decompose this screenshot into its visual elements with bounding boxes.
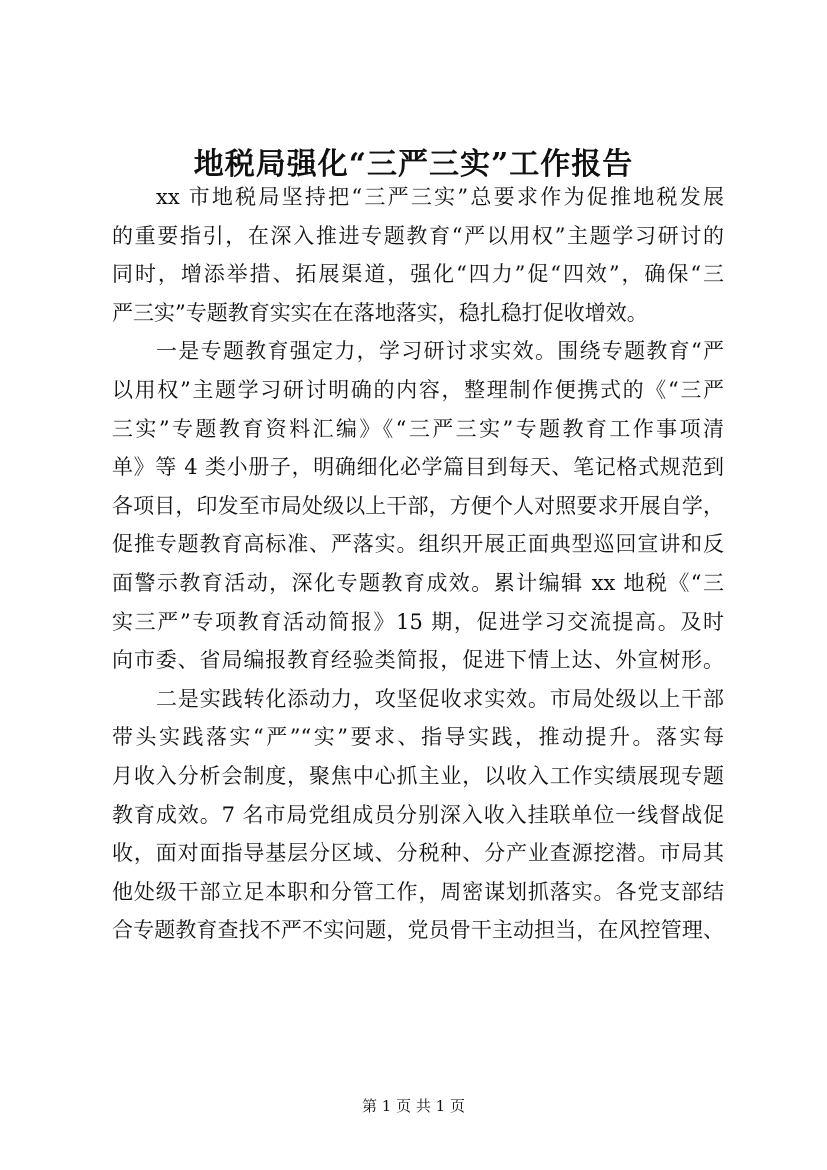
paragraph-3-line-7: 合专题教育查找不严不实问题，党员骨干主动担当，在风控管理、: [112, 918, 724, 943]
page-footer: 第 1 页 共 1 页: [362, 1097, 465, 1115]
paragraph-2-line-1: 一是专题教育强定力，学习研讨求实效。围绕专题教育“严: [156, 339, 724, 364]
document-body: [112, 178, 724, 950]
paragraph-3-line-2: 带头实践落实“严”“实”要求、指导实践，推动提升。落实每: [112, 725, 724, 750]
paragraph-2-line-6: 促推专题教育高标准、严落实。组织开展正面典型巡回宣讲和反: [112, 532, 724, 557]
paragraph-1-line-1: xx 市地税局坚持把“三严三实”总要求作为促推地税发展: [156, 185, 724, 209]
paragraph-3-line-3: 月收入分析会制度，聚焦中心抓主业，以收入工作实绩展现专题: [112, 763, 724, 788]
paragraph-3-line-4: 教育成效。7 名市局党组成员分别深入收入挂联单位一线督战促: [112, 802, 724, 827]
paragraph-2-line-8: 实三严”专项教育活动简报》15 期，促进学习交流提高。及时: [112, 609, 724, 634]
paragraph-3-line-6: 他处级干部立足本职和分管工作，周密谋划抓落实。各党支部结: [112, 879, 724, 904]
paragraph-1-line-4: 严三实”专题教育实实在在落地落实，稳扎稳打促收增效。: [112, 300, 648, 325]
paragraph-1-line-2: 的重要指引，在深入推进专题教育“严以用权”主题学习研讨的: [112, 223, 724, 248]
paragraph-2-line-3: 三实”专题教育资料汇编》《“三严三实”专题教育工作事项清: [112, 416, 724, 441]
paragraph-2-line-2: 以用权”主题学习研讨明确的内容，整理制作便携式的《“三严: [112, 377, 724, 402]
paragraph-2-line-7: 面警示教育活动，深化专题教育成效。累计编辑 xx 地税《“三: [112, 570, 724, 595]
paragraph-1-line-3: 同时，增添举措、拓展渠道，强化“四力”促“四效”，确保“三: [112, 262, 724, 287]
document-title: 地税局强化“三严三实”工作报告: [193, 147, 634, 182]
paragraph-2-line-9: 向市委、省局编报教育经验类简报，促进下情上达、外宣树形。: [112, 648, 724, 673]
paragraph-2-line-5: 各项目，印发至市局处级以上干部，方便个人对照要求开展自学，: [112, 493, 724, 518]
paragraph-3-line-1: 二是实践转化添动力，攻坚促收求实效。市局处级以上干部: [156, 686, 724, 711]
paragraph-2-line-4: 单》等 4 类小册子，明确细化必学篇目到每天、笔记格式规范到: [112, 455, 724, 480]
paragraph-3-line-5: 收，面对面指导基层分区域、分税种、分产业查源挖潜。市局其: [112, 841, 724, 866]
